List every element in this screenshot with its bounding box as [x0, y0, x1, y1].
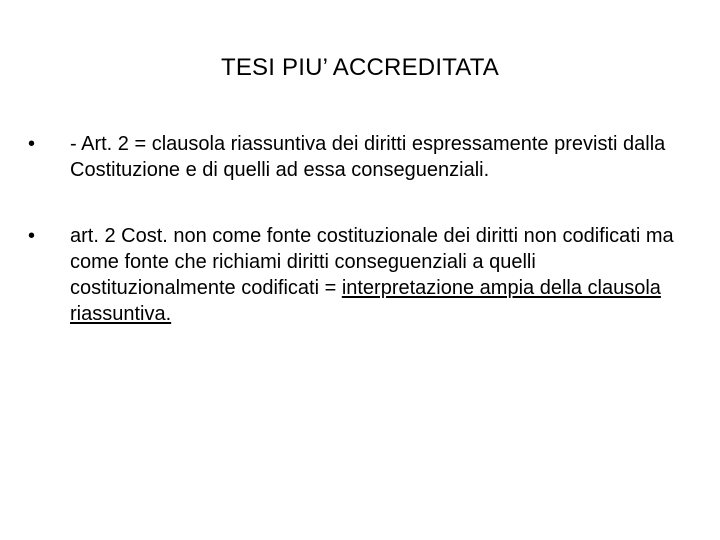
bullet-icon: • — [28, 225, 36, 247]
bullet-icon: • — [28, 133, 36, 155]
bullet-text-2: art. 2 Cost. non come fonte costituzionale dei diritti non codificati ma come fonte che richiami diritti conseguenziali a quelli costituzionalmente codificati = — [70, 225, 674, 299]
bullet-item-2 — [28, 223, 688, 327]
bullet-underlined-text: interpretazione ampia della clausola riassuntiva. — [70, 277, 661, 325]
bullet-item-1 — [28, 131, 688, 183]
slide-title: TESI PIU’ ACCREDITATA — [220, 54, 499, 81]
bullet-list — [28, 131, 688, 327]
bullet-text-1: - Art. 2 = clausola riassuntiva dei diritti espressamente previsti dalla Costituzione e di quelli ad essa conseguenziali. — [70, 133, 666, 181]
